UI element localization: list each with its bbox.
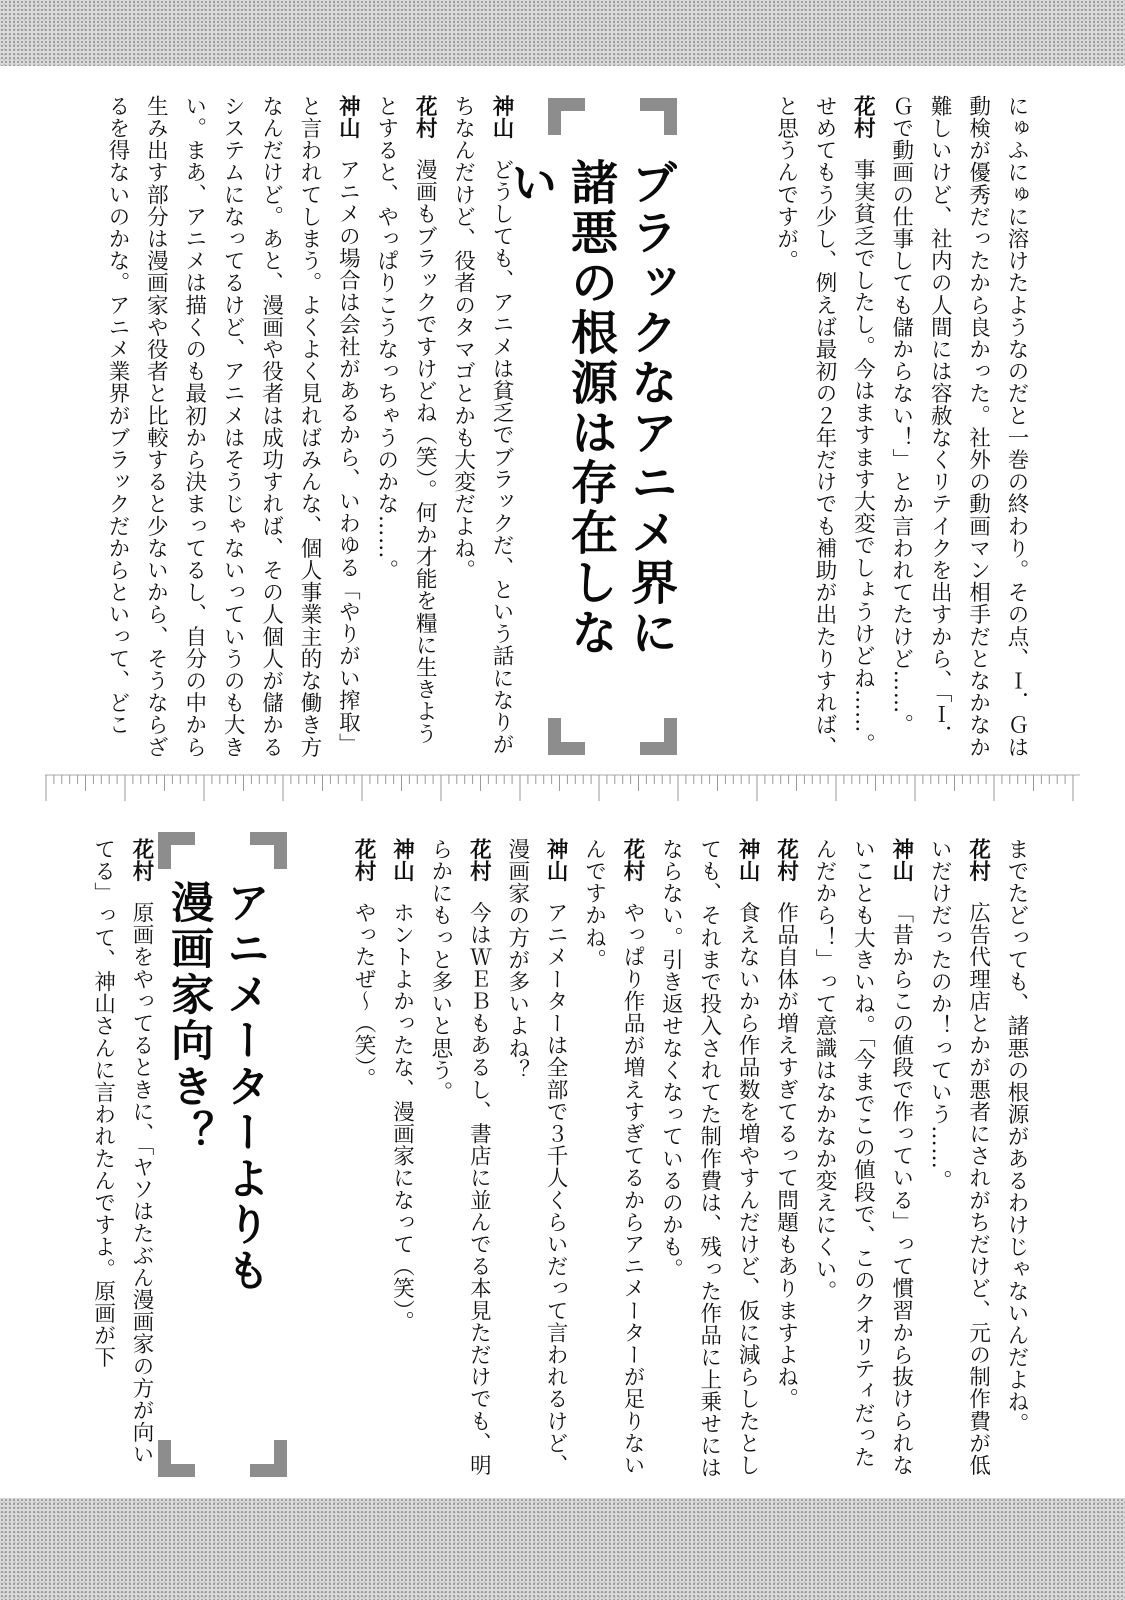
bracket-corner <box>640 98 677 135</box>
speaker-name: 花村 <box>965 838 991 883</box>
speaker-name: 花村 <box>466 838 492 883</box>
dialogue-line: 花村広告代理店とかが悪者にされがちだけど、元の制作費が低いだけだったのか！っていう……。 <box>927 838 991 1477</box>
speaker-name: 花村 <box>129 838 154 883</box>
screentone-bottom-band <box>0 1498 1125 1600</box>
dialogue-line: にゅふにゅに溶けたようなのだと一巻の終わり。その点、Ｉ．Ｇは動検が優秀だったから良かった。社外の動画マン相手だとなかなか難しいけど、社内の人間には容赦なくリテイクを出すから、「Ｉ．Ｇで動画の仕事しても儲からない！」とか言われてたけど……。 <box>888 95 1029 758</box>
speaker-name: 神山 <box>389 838 415 883</box>
dialogue-line: 花村やったぜ～（笑）。 <box>351 838 377 1090</box>
speaker-name: 花村 <box>773 838 799 883</box>
ruler-divider <box>45 773 1080 803</box>
dialogue-line: 神山食えないから作品数を増やすんだけど、仮に減らしたとしても、それまで投入されてた制作費は、残った作品に上乗せにはならない。引き返せなくなっているのかも。 <box>658 838 761 1479</box>
dialogue-line: 神山ホントよかったな、漫画家になって（笑）。 <box>389 838 415 1333</box>
dialogue-line: 花村やっぱり作品が増えすぎてるからアニメーターが足りないんですかね。 <box>581 838 645 1477</box>
dialogue-line: 花村作品自体が増えすぎてるって問題もありますよね。 <box>773 838 799 1410</box>
dialogue-line: 花村事実貧乏でしたし。今はますます大変でしょうけどね……。せめてもう少し、例えば最初の２年だけでも補助が出たりすれば、と思うんですが。 <box>773 95 876 758</box>
dialogue-line: 神山アニメの場合は会社があるから、いわゆる「やりがい搾取」と言われてしまう。よくよく見ればみんな、個人事業主的な働き方なんだけど。あと、漫画や役者は成功すれば、その人個人が儲かるシステムになってるけど、アニメはそうじゃないっていうのも大きい。まあ、アニメは描くのも最初から決まってるし、自分の中から生み出す部分は漫画家や役者と比較すると少ないから、そうならざるを得ないのかな。アニメ業界がブラックだからといって、どこ <box>104 95 361 758</box>
speaker-name: 花村 <box>619 838 645 883</box>
section-heading-black-anime: ブラックなアニメ界に 諸悪の根源は存在しない <box>503 158 678 658</box>
text-column-top-right <box>700 95 1035 760</box>
text-column-bottom-right <box>290 838 1035 1483</box>
speaker-name: 神山 <box>888 838 914 883</box>
bracket-corner <box>158 832 195 869</box>
speaker-name: 花村 <box>412 95 438 140</box>
speaker-name: 花村 <box>351 838 377 883</box>
dialogue-line: 神山どうしても、アニメは貧乏でブラックだ、という話になりがちなんだけど、役者のタマゴとかも大変だよね。 <box>450 95 514 756</box>
bracket-corner <box>250 1440 287 1477</box>
dialogue-line: までたどっても、諸悪の根源があるわけじゃないんだよね。 <box>1004 838 1029 1435</box>
speaker-name: 神山 <box>735 838 761 883</box>
ruler-graphic <box>45 773 1080 803</box>
screentone-top-band <box>0 0 1125 66</box>
text-column-bottom-left <box>40 838 160 1483</box>
bracket-corner <box>640 718 677 755</box>
bracket-corner <box>548 98 585 135</box>
bracket-corner <box>548 718 585 755</box>
dialogue-line: 花村原画をやってるときに、「ヤソはたぶん漫画家の方が向いてる」って、神山さんに言われたんですよ。原画が下 <box>90 838 154 1466</box>
section-heading-animator-vs-mangaka: アニメーターよりも 漫画家向き？ <box>164 880 270 1294</box>
dialogue-line: 神山アニメーターは全部で３千人くらいだって言われるけど、漫画家の方が多いよね？ <box>504 838 569 1477</box>
speaker-name: 神山 <box>543 838 569 883</box>
speaker-name: 神山 <box>335 95 361 140</box>
speaker-name: 神山 <box>489 95 514 140</box>
bracket-corner <box>158 1440 195 1477</box>
dialogue-line: 神山「昔からこの値段で作っている」って慣習から抜けられないことも大きいね。「今までこの値段で、このクオリティだったんだから！」って意識はなかなか変えにくい。 <box>811 838 914 1477</box>
bracket-corner <box>250 832 287 869</box>
dialogue-line: 花村漫画もブラックですけどね（笑）。何か才能を糧に生きようとすると、やっぱりこうなっちゃうのかな……。 <box>373 95 438 745</box>
text-column-top-left <box>40 95 520 760</box>
speaker-name: 花村 <box>850 95 876 140</box>
dialogue-line: 花村今はＷＥＢもあるし、書店に並んでる本見ただけでも、明らかにもっと多いと思う。 <box>427 838 492 1477</box>
